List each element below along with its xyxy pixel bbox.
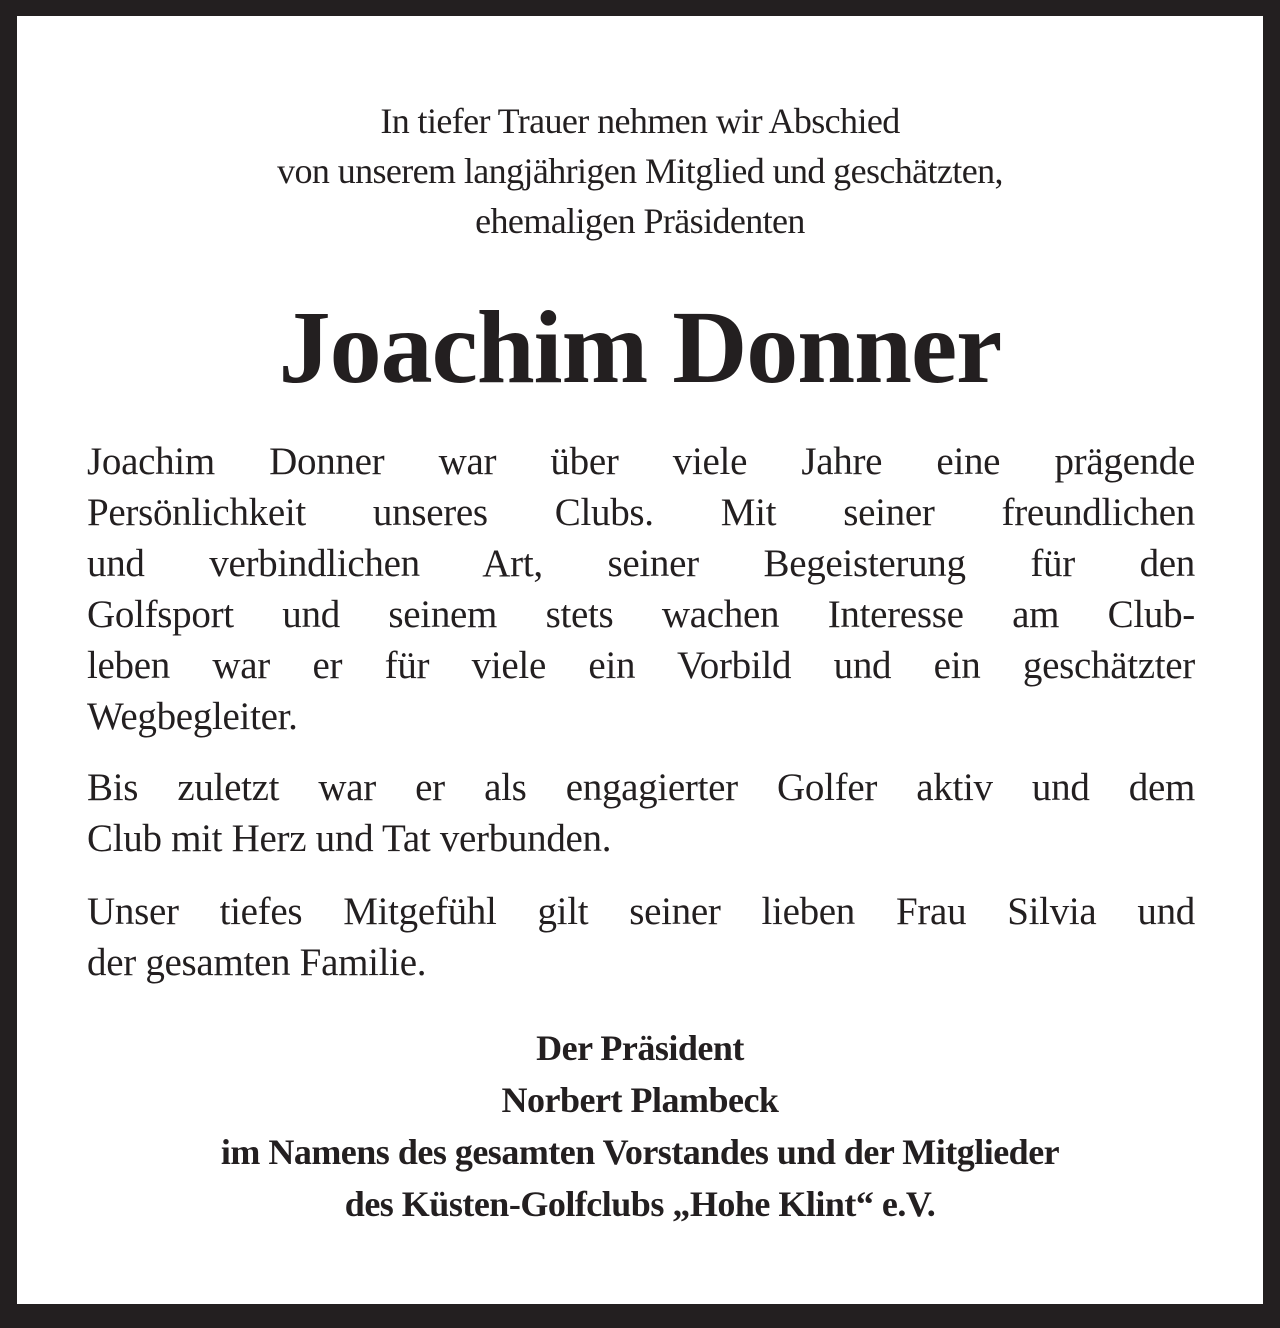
- text-line: Club mit Herz und Tat verbunden.: [87, 817, 612, 860]
- paragraph-tribute: [87, 436, 1195, 742]
- intro-line: In tiefer Trauer nehmen wir Abschied: [380, 101, 900, 141]
- signature-name: Norbert Plambeck: [501, 1080, 779, 1120]
- signature-title: Der Präsident: [536, 1028, 744, 1068]
- signature-line: im Namens des gesamten Vorstandes und der Mitglieder: [220, 1132, 1060, 1172]
- deceased-name: Joachim Donner: [278, 290, 1002, 405]
- signature-club: des Küsten-Golfclubs „Hohe Klint“ e.V.: [344, 1184, 936, 1224]
- text-line: Persönlichkeit unseres Clubs. Mit seiner freundlichen: [87, 491, 1195, 534]
- intro-line: ehemaligen Präsidenten: [475, 201, 805, 241]
- intro-line: von unserem langjährigen Mitglied und geschätzten,: [277, 151, 1003, 191]
- signature-block: [17, 1022, 1263, 1230]
- obituary-notice: [17, 16, 1263, 1304]
- text-line: Unser tiefes Mitgefühl gilt seiner lieben Frau Silvia und: [87, 890, 1195, 933]
- text-line: leben war er für viele ein Vorbild und ein geschätzter: [87, 644, 1195, 687]
- text-line: Wegbegleiter.: [87, 695, 298, 738]
- paragraph-golfer: [87, 762, 1195, 864]
- text-line: und verbindlichen Art, seiner Begeisterung für den: [87, 542, 1195, 585]
- text-line: Joachim Donner war über viele Jahre eine prägende: [87, 440, 1195, 483]
- text-line: der gesamten Familie.: [87, 941, 427, 984]
- intro-text: [17, 96, 1263, 246]
- text-line: Bis zuletzt war er als engagierter Golfer aktiv und dem: [87, 766, 1195, 809]
- text-line: Golfsport und seinem stets wachen Interesse am Club-: [87, 593, 1195, 636]
- paragraph-condolences: [87, 886, 1195, 988]
